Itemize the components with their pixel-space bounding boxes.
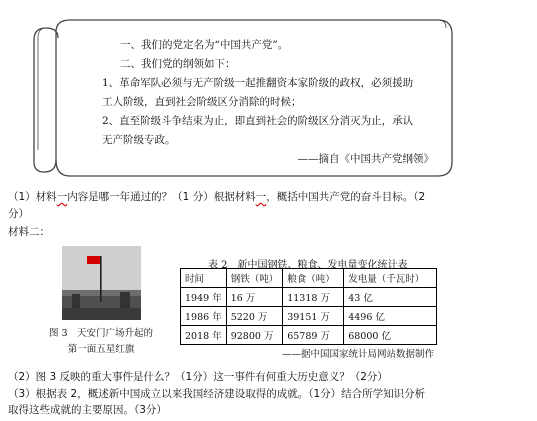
program-line-1: 一、我们的党定名为“中国共产党”。	[120, 39, 289, 51]
question-1-continuation: 分）	[8, 208, 29, 220]
figure-3-caption	[36, 326, 166, 358]
question-1-mark-2: 一	[255, 191, 267, 203]
flag-photo-image	[62, 246, 141, 320]
program-source: ——摘自《中国共产党纲领》	[297, 153, 434, 165]
table-row	[181, 288, 437, 307]
header-electricity: 发电量（千瓦时）	[344, 269, 437, 288]
table-2-title: 表 2 新中国钢铁、粮食、发电量变化统计表	[208, 260, 408, 271]
table-cell: 2018 年	[181, 326, 227, 345]
question-1-prefix: （1）材料	[8, 191, 57, 203]
program-line-5: 2、直至阶级斗争结束为止，即直到社会的阶级区分消灭为止，承认	[102, 115, 414, 127]
table-cell: 11318 万	[283, 288, 344, 307]
table-cell: 39151 万	[283, 307, 344, 326]
question-3-line-2: 取得这些成就的主要原因。（3分）	[8, 404, 167, 416]
question-2: （2）图 3 反映的重大事件是什么？（1分）这一事件有何重大历史意义？（2分）	[8, 371, 388, 383]
question-1-mid: 内容是哪一年通过的？（1 分）根据材料	[67, 191, 256, 203]
table-cell: 4496 亿	[344, 307, 437, 326]
question-1-suffix: ，概括中国共产党的奋斗目标。（2	[266, 191, 426, 203]
program-line-4: 工人阶级，直到社会阶级区分消除的时候；	[102, 96, 302, 108]
header-grain: 粮食（吨）	[283, 269, 344, 288]
table-2	[180, 268, 437, 345]
material-one-text	[102, 36, 450, 169]
program-line-2: 二、我们党的纲领如下：	[120, 58, 236, 70]
table-row	[181, 326, 437, 345]
table-cell: 92800 万	[226, 326, 283, 345]
table-cell: 1949 年	[181, 288, 227, 307]
figure-3-caption-line-2: 第一面五星红旗	[67, 344, 135, 355]
program-line-3: 1、革命军队必须与无产阶级一起推翻资本家阶级的政权，必须援助	[102, 77, 414, 89]
table-cell: 65789 万	[283, 326, 344, 345]
header-time: 时间	[181, 269, 227, 288]
table-header-row	[181, 269, 437, 288]
table-cell: 16 万	[226, 288, 283, 307]
material-two-label: 材料二：	[8, 226, 50, 238]
material-one-scroll	[26, 10, 458, 186]
table-2-source: ——据中国国家统计局网站数据制作	[282, 349, 435, 360]
figure-3-caption-line-1: 图 3 天安门广场升起的	[48, 328, 154, 339]
tiananmen-flag-photo	[62, 246, 141, 320]
header-steel: 钢铁（吨）	[226, 269, 283, 288]
table-cell: 43 亿	[344, 288, 437, 307]
question-3-line-1: （3）根据表 2，概述新中国成立以来我国经济建设取得的成就。（1分）结合所学知识分析	[8, 388, 426, 400]
table-cell: 1986 年	[181, 307, 227, 326]
program-line-6: 无产阶级专政。	[102, 134, 176, 146]
table-row	[181, 307, 437, 326]
question-1-mark-1: 一	[56, 191, 68, 203]
table-cell: 68000 亿	[344, 326, 437, 345]
table-cell: 5220 万	[226, 307, 283, 326]
question-1	[8, 189, 425, 204]
